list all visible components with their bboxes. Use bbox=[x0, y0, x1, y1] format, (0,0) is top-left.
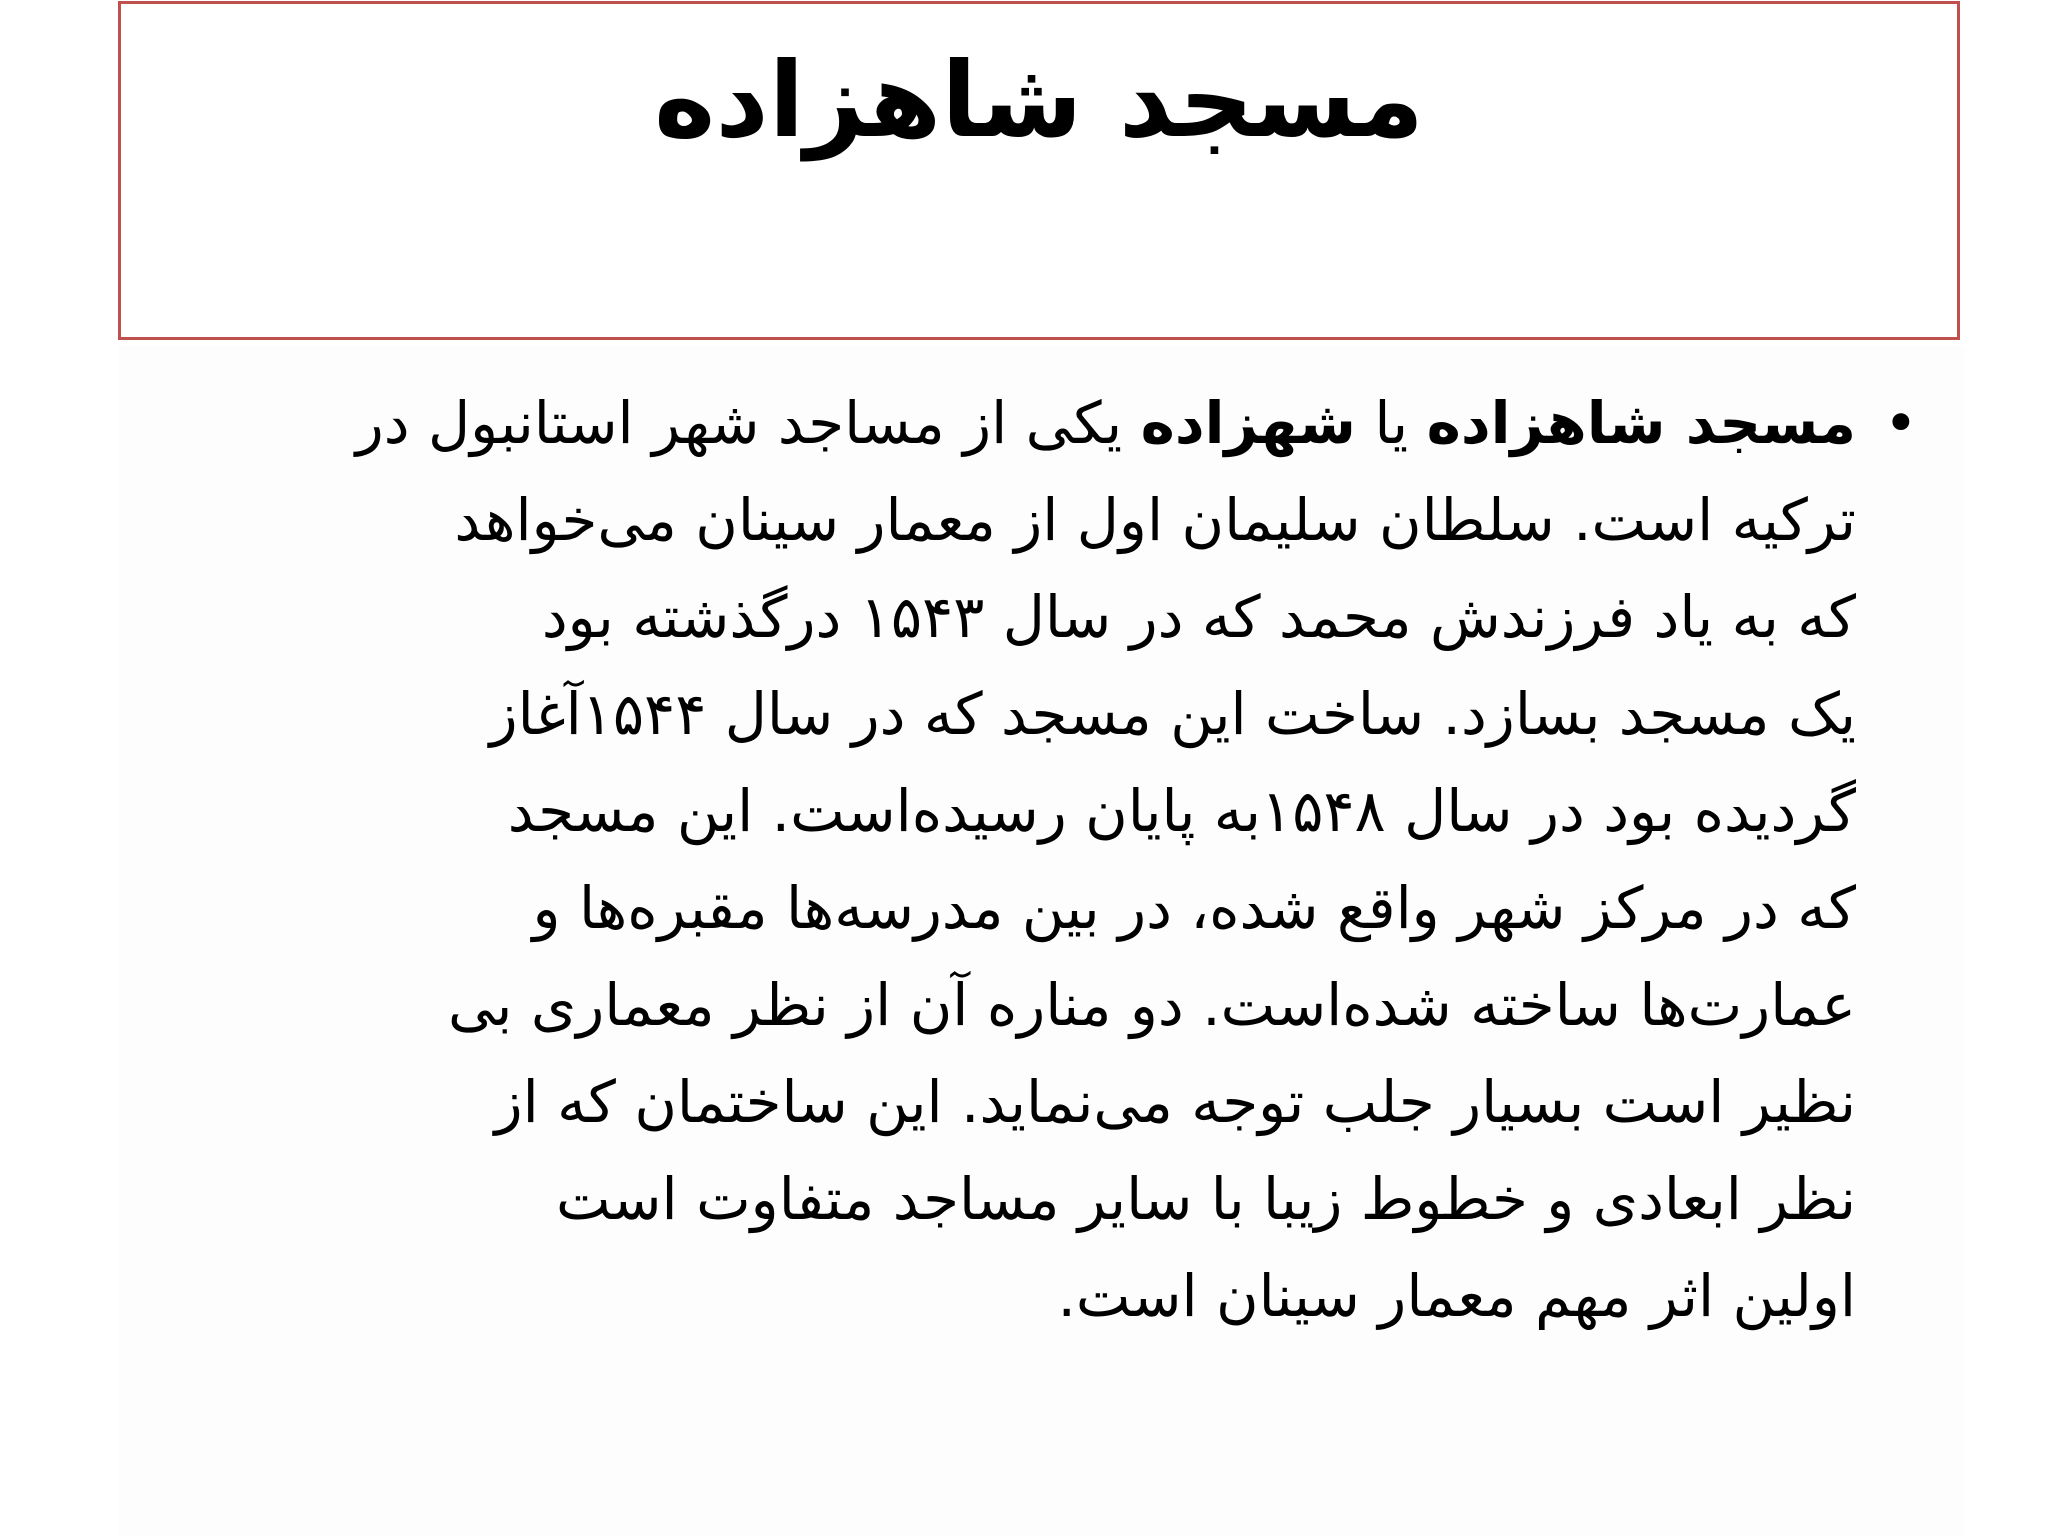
body-line-7: عمارت‌ها ساخته شده‌است. دو مناره آن از نظر معماری بی bbox=[447, 971, 1856, 1039]
body-line-5: گردیده بود در سال ۱۵۴۸به پایان رسیده‌است. این مسجد bbox=[507, 777, 1856, 845]
term-separator: یا bbox=[1355, 389, 1427, 457]
body-line-3: که به یاد فرزندش محمد که در سال ۱۵۴۳ درگذشته بود bbox=[541, 583, 1856, 651]
body-line-1 bbox=[128, 375, 1856, 472]
body-line-1-rest: یکی از مساجد شهر استانبول در bbox=[355, 389, 1141, 457]
term-shahzadeh-mosque: مسجد شاهزاده bbox=[1426, 389, 1856, 457]
bullet-marker: • bbox=[1883, 389, 1918, 457]
body-line-2: ترکیه است. سلطان سلیمان اول از معمار سینان می‌خواهد bbox=[454, 486, 1856, 554]
slide-title: مسجد شاهزاده bbox=[654, 39, 1424, 161]
bullet-paragraph bbox=[128, 375, 1918, 1345]
body-line-6: که در مرکز شهر واقع شده، در بین مدرسه‌ها مقبره‌ها و bbox=[532, 874, 1856, 942]
body-line-4: یک مسجد بسازد. ساخت این مسجد که در سال ۱۵۴۴آغاز bbox=[489, 680, 1856, 748]
body-line-9: نظر ابعادی و خطوط زیبا با سایر مساجد متفاوت است bbox=[555, 1165, 1856, 1233]
title-box bbox=[118, 1, 1960, 340]
body-line-8: نظیر است بسیار جلب توجه می‌نماید. این ساختمان که از bbox=[494, 1068, 1856, 1136]
term-shehzadeh: شهزاده bbox=[1140, 389, 1356, 457]
body-line-10: اولین اثر مهم معمار سینان است. bbox=[1057, 1262, 1856, 1330]
body-text-list bbox=[128, 375, 1918, 1345]
